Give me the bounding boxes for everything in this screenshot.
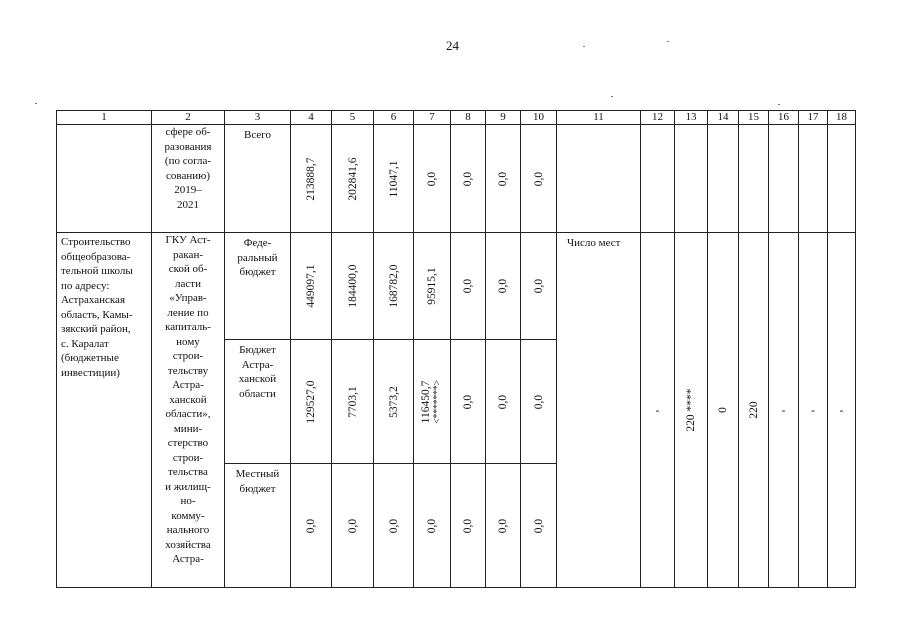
total-col7: 0,0 (414, 125, 451, 233)
header-cell: 13 (675, 111, 708, 125)
scan-speck (667, 41, 669, 42)
regional-col6: 5373,2 (374, 340, 414, 464)
header-cell: 4 (291, 111, 332, 125)
header-cell: 6 (374, 111, 414, 125)
header-cell: 10 (521, 111, 557, 125)
header-cell: 2 (152, 111, 225, 125)
total-col9: 0,0 (486, 125, 521, 233)
col15-value: 220 (739, 233, 769, 588)
col17-value: - (799, 233, 828, 588)
federal-col4: 449097,1 (291, 233, 332, 340)
header-cell: 1 (57, 111, 152, 125)
total-col10: 0,0 (521, 125, 557, 233)
federal-col7: 95915,1 (414, 233, 451, 340)
header-cell: 18 (828, 111, 856, 125)
total-col6: 11047,1 (374, 125, 414, 233)
federal-row (57, 233, 856, 340)
header-row (57, 111, 856, 125)
scan-speck (583, 46, 585, 47)
source-federal-cell: Феде- ральный бюджет (225, 233, 291, 340)
regional-col7: 116450,7 <*******> (414, 340, 451, 464)
local-col9: 0,0 (486, 464, 521, 588)
col18-value: - (828, 233, 856, 588)
header-cell: 3 (225, 111, 291, 125)
header-cell: 17 (799, 111, 828, 125)
col12-value: - (641, 233, 675, 588)
scan-speck (35, 103, 37, 104)
local-col5: 0,0 (332, 464, 374, 588)
source-total-cell: Всего (225, 125, 291, 233)
local-col8: 0,0 (451, 464, 486, 588)
executor-cell: ГКУ Аст- ракан- ской об- ласти «Управ- ление по капиталь- ному строи- тельству Астра- ханской области», мини- стерство строи- тельства и жилищ- но- комму- нального хозяйства Астра- (152, 233, 225, 588)
col16-value: - (769, 233, 799, 588)
budget-table (56, 110, 856, 588)
header-cell: 16 (769, 111, 799, 125)
total-col4: 213888,7 (291, 125, 332, 233)
federal-col6: 168782,0 (374, 233, 414, 340)
total-col5: 202841,6 (332, 125, 374, 233)
empty-cell (641, 125, 675, 233)
header-cell: 15 (739, 111, 769, 125)
local-col7: 0,0 (414, 464, 451, 588)
local-col4: 0,0 (291, 464, 332, 588)
col14-value: 0 (708, 233, 739, 588)
total-col8: 0,0 (451, 125, 486, 233)
empty-cell (557, 125, 641, 233)
regional-col5: 7703,1 (332, 340, 374, 464)
source-regional-cell: Бюджет Астра- ханской области (225, 340, 291, 464)
federal-col10: 0,0 (521, 233, 557, 340)
source-local-cell: Местный бюджет (225, 464, 291, 588)
empty-cell (675, 125, 708, 233)
header-cell: 11 (557, 111, 641, 125)
regional-col9: 0,0 (486, 340, 521, 464)
regional-col8: 0,0 (451, 340, 486, 464)
federal-col5: 184400,0 (332, 233, 374, 340)
local-col10: 0,0 (521, 464, 557, 588)
header-cell: 5 (332, 111, 374, 125)
regional-col4: 129527,0 (291, 340, 332, 464)
empty-cell (708, 125, 739, 233)
header-cell: 8 (451, 111, 486, 125)
scan-speck (611, 96, 613, 97)
project-name-cell: Строительство общеобразова- тельной школы по адресу: Астраханская область, Камы- зякский район, с. Каралат (бюджетные инвестиции) (57, 233, 152, 588)
indicator-cell: Число мест (557, 233, 641, 588)
page-number: 24 (446, 38, 459, 53)
header-cell: 12 (641, 111, 675, 125)
executor-cell-top: сфере об- разования (по согла- сованию) 2019– 2021 (152, 125, 225, 233)
empty-cell (769, 125, 799, 233)
header-cell: 7 (414, 111, 451, 125)
header-cell: 14 (708, 111, 739, 125)
header-cell: 9 (486, 111, 521, 125)
regional-col10: 0,0 (521, 340, 557, 464)
empty-cell (739, 125, 769, 233)
federal-col8: 0,0 (451, 233, 486, 340)
empty-cell (799, 125, 828, 233)
federal-col9: 0,0 (486, 233, 521, 340)
total-row (57, 125, 856, 233)
scan-speck (778, 104, 780, 105)
col13-value: 220 **** (675, 233, 708, 588)
empty-cell (57, 125, 152, 233)
local-col6: 0,0 (374, 464, 414, 588)
empty-cell (828, 125, 856, 233)
